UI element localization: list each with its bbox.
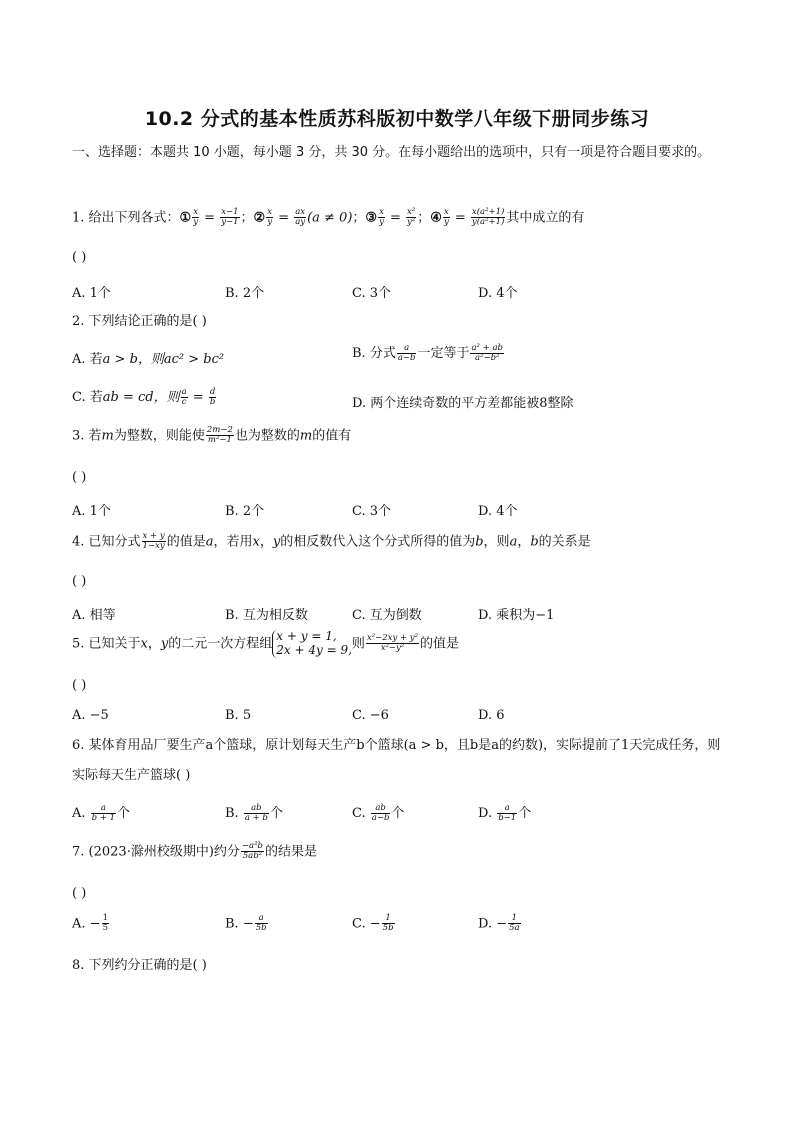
question-2-option-c: C. 若ab = cd，则 $\frac{a}{c}$ = $\frac{d}{b}$ — [72, 386, 216, 407]
question-2-option-d: D. 两个连续奇数的平方差都能被8整除 — [352, 396, 574, 411]
question-6-option-d: D. $\frac{a}{b-1}$ 个 — [478, 802, 532, 823]
question-7-blank: ( ) — [72, 886, 87, 901]
page-title: 10.2 分式的基本性质苏科版初中数学八年级下册同步练习 — [144, 108, 650, 130]
question-3-option-a: A. 1个 — [72, 504, 111, 519]
question-3-option-b: B. 2个 — [225, 504, 265, 519]
question-7-option-b: B. − $\frac{a}{5b}$ — [225, 913, 267, 934]
question-6-option-c: C. $\frac{ab}{a-b}$ 个 — [352, 802, 405, 823]
question-5-blank: ( ) — [72, 678, 87, 693]
equation-system: x + y = 1, 2x + 4y = 9, — [272, 630, 352, 658]
question-5-option-d: D. 6 — [478, 708, 505, 723]
question-4-option-a: A. 相等 — [72, 608, 116, 623]
question-8-stem: 8. 下列约分正确的是( ) — [72, 958, 207, 973]
question-1-stem: 1. 给出下列各式：① $\frac{x}{y}$ = $\frac{x-1}{y-1}$ ；② $\frac{x}{y}$ = $\frac{ax}{ay}$ (a ≠ 0)；③ $\frac{x}{y}$ = $\frac{\text{x²}}{\text{y²}}$ ；④ $\frac{x}{y}$ = $\frac{\text{x(a²+1)}}{\text{y(a²+1)}}$ 其中成立的有 — [72, 207, 585, 228]
question-2-option-b: B. 分式 $\frac{a}{a-b}$ 一定等于 $\frac{\text{a² + ab}}{\text{a²−b²}}$ — [352, 342, 503, 363]
question-4-option-d: D. 乘积为−1 — [478, 608, 555, 623]
question-1-option-d: D. 4个 — [478, 286, 518, 301]
question-5-stem: 5. 已知关于x，y的二元一次方程组x + y = 1, 2x + 4y = 9,则 $\frac{\text{x²−2xy + y²}}{\text{x²−y²}}$ 的值是 — [72, 629, 460, 657]
question-4-stem: 4. 已知分式 $\frac{x + y}{1-xy}$ 的值是a，若用x，y的相反数代入这个分式所得的值为b，则a，b的关系是 — [72, 531, 591, 552]
question-7-option-a: A. − $\frac{1}{5}$ — [72, 913, 108, 934]
section-header: 一、选择题：本题共 10 小题，每小题 3 分，共 30 分。在每小题给出的选项中，只有一项是符合题目要求的。 — [72, 145, 711, 160]
question-1-option-b: B. 2个 — [225, 286, 265, 301]
question-6-stem: 6. 某体育用品厂要生产a个篮球，原计划每天生产b个篮球(a > b，且b是a的约数)，实际提前了1天完成任务，则实际每天生产篮球( ) — [72, 738, 721, 783]
question-4-option-b: B. 互为相反数 — [225, 608, 308, 623]
question-5-option-c: C. −6 — [352, 708, 389, 723]
question-1-option-a: A. 1个 — [72, 286, 111, 301]
question-7-stem: 7. (2023·滁州校级期中)约分 $\frac{\text{−a²b}}{\text{5ab²}}$ 的结果是 — [72, 841, 317, 862]
question-5-option-a: A. −5 — [72, 708, 109, 723]
question-1-blank: ( ) — [72, 250, 87, 265]
question-4-blank: ( ) — [72, 574, 87, 589]
question-6-option-a: A. $\frac{a}{b + 1}$ 个 — [72, 802, 131, 823]
question-3-option-c: C. 3个 — [352, 504, 392, 519]
question-5-option-b: B. 5 — [225, 708, 252, 723]
question-7-option-d: D. − $\frac{1}{5a}$ — [478, 913, 520, 934]
question-3-option-d: D. 4个 — [478, 504, 518, 519]
question-4-option-c: C. 互为倒数 — [352, 608, 422, 623]
question-7-option-c: C. − $\frac{1}{5b}$ — [352, 913, 394, 934]
question-6-option-b: B. $\frac{ab}{a + b}$ 个 — [225, 802, 283, 823]
question-2-option-a: A. 若a > b，则ac² > bc² — [72, 352, 225, 367]
question-1-option-c: C. 3个 — [352, 286, 392, 301]
question-3-stem: 3. 若m为整数，则能使 $\frac{2m-2}{\text{m²−1}}$ 也为整数的m的值有 — [72, 425, 352, 446]
question-3-blank: ( ) — [72, 470, 87, 485]
question-2-stem: 2. 下列结论正确的是( ) — [72, 314, 207, 329]
